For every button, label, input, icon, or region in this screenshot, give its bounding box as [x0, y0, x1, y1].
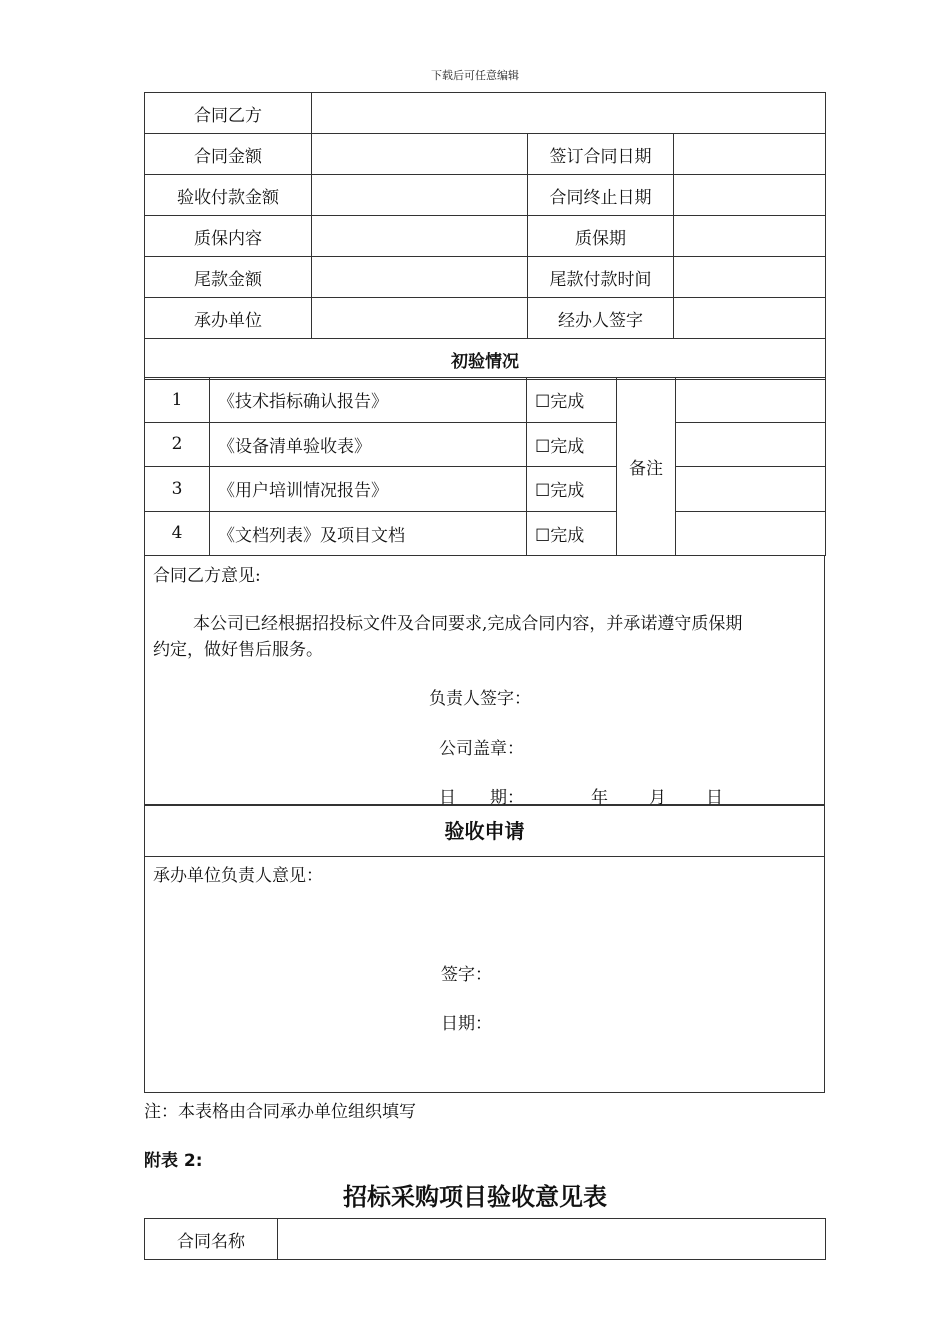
footnote: 注：本表格由合同承办单位组织填写: [144, 1102, 416, 1122]
contract-info-table: [144, 92, 826, 380]
party-b-opinion-section[interactable]: [144, 555, 825, 808]
contract-name-label: 合同名称: [145, 1219, 278, 1260]
date-label: 日 期：: [439, 788, 524, 808]
month-label: 月: [649, 788, 666, 808]
signature-label: 签字：: [441, 965, 492, 985]
item-number: 4: [145, 511, 210, 556]
remark-field[interactable]: [676, 511, 826, 556]
item-name: 《技术指标确认报告》: [210, 378, 527, 423]
remark-field[interactable]: [676, 378, 826, 423]
header-note: 下载后可任意编辑: [431, 69, 519, 82]
warranty-content-field[interactable]: [312, 216, 528, 257]
undertaking-unit-label: 承办单位: [145, 298, 312, 339]
sign-date-label: 签订合同日期: [528, 134, 674, 175]
table-row: [145, 511, 826, 556]
item-number: 2: [145, 422, 210, 467]
item-name: 《用户培训情况报告》: [210, 467, 527, 512]
acceptance-payment-field[interactable]: [312, 175, 528, 216]
responsible-signature-label: 负责人签字：: [429, 689, 531, 709]
complete-checkbox[interactable]: ☐完成: [527, 511, 617, 556]
party-b-field[interactable]: [312, 93, 826, 134]
opinion-text-line2: 约定，做好售后服务。: [153, 640, 323, 660]
company-seal-label: 公司盖章：: [439, 739, 524, 759]
handler-signature-field[interactable]: [674, 298, 826, 339]
table-row: [145, 422, 826, 467]
acceptance-application-section[interactable]: [144, 856, 825, 1093]
balance-amount-field[interactable]: [312, 257, 528, 298]
item-number: 3: [145, 467, 210, 512]
form2-table: [144, 1218, 826, 1260]
warranty-content-label: 质保内容: [145, 216, 312, 257]
warranty-period-field[interactable]: [674, 216, 826, 257]
unit-leader-opinion-label: 承办单位负责人意见：: [153, 866, 323, 886]
undertaking-unit-field[interactable]: [312, 298, 528, 339]
item-name: 《文档列表》及项目文档: [210, 511, 527, 556]
acceptance-payment-label: 验收付款金额: [145, 175, 312, 216]
balance-payment-time-field[interactable]: [674, 257, 826, 298]
party-b-opinion-label: 合同乙方意见:: [153, 566, 261, 586]
complete-checkbox[interactable]: ☐完成: [527, 378, 617, 423]
warranty-period-label: 质保期: [528, 216, 674, 257]
end-date-label: 合同终止日期: [528, 175, 674, 216]
complete-checkbox[interactable]: ☐完成: [527, 422, 617, 467]
remark-field[interactable]: [676, 422, 826, 467]
handler-signature-label: 经办人签字: [528, 298, 674, 339]
balance-payment-time-label: 尾款付款时间: [528, 257, 674, 298]
day-label: 日: [706, 788, 723, 808]
initial-inspection-title: 初验情况: [145, 339, 826, 380]
acceptance-application-title: 验收申请: [144, 805, 825, 857]
item-number: 1: [145, 378, 210, 423]
contract-name-field[interactable]: [278, 1219, 826, 1260]
remark-label: 备注: [617, 378, 676, 556]
end-date-field[interactable]: [674, 175, 826, 216]
item-name: 《设备清单验收表》: [210, 422, 527, 467]
amount-field[interactable]: [312, 134, 528, 175]
opinion-text-line1: 本公司已经根据招投标文件及合同要求,完成合同内容，并承诺遵守质保期: [193, 614, 743, 634]
sign-date-field[interactable]: [674, 134, 826, 175]
party-b-label: 合同乙方: [145, 93, 312, 134]
balance-amount-label: 尾款金额: [145, 257, 312, 298]
initial-inspection-table: [144, 377, 826, 556]
year-label: 年: [591, 788, 608, 808]
appendix-label: 附表 2:: [144, 1151, 203, 1171]
form2-title: 招标采购项目验收意见表: [343, 1183, 607, 1211]
remark-field[interactable]: [676, 467, 826, 512]
table-row: [145, 378, 826, 423]
amount-label: 合同金额: [145, 134, 312, 175]
table-row: [145, 467, 826, 512]
complete-checkbox[interactable]: ☐完成: [527, 467, 617, 512]
date-label: 日期：: [441, 1014, 492, 1034]
